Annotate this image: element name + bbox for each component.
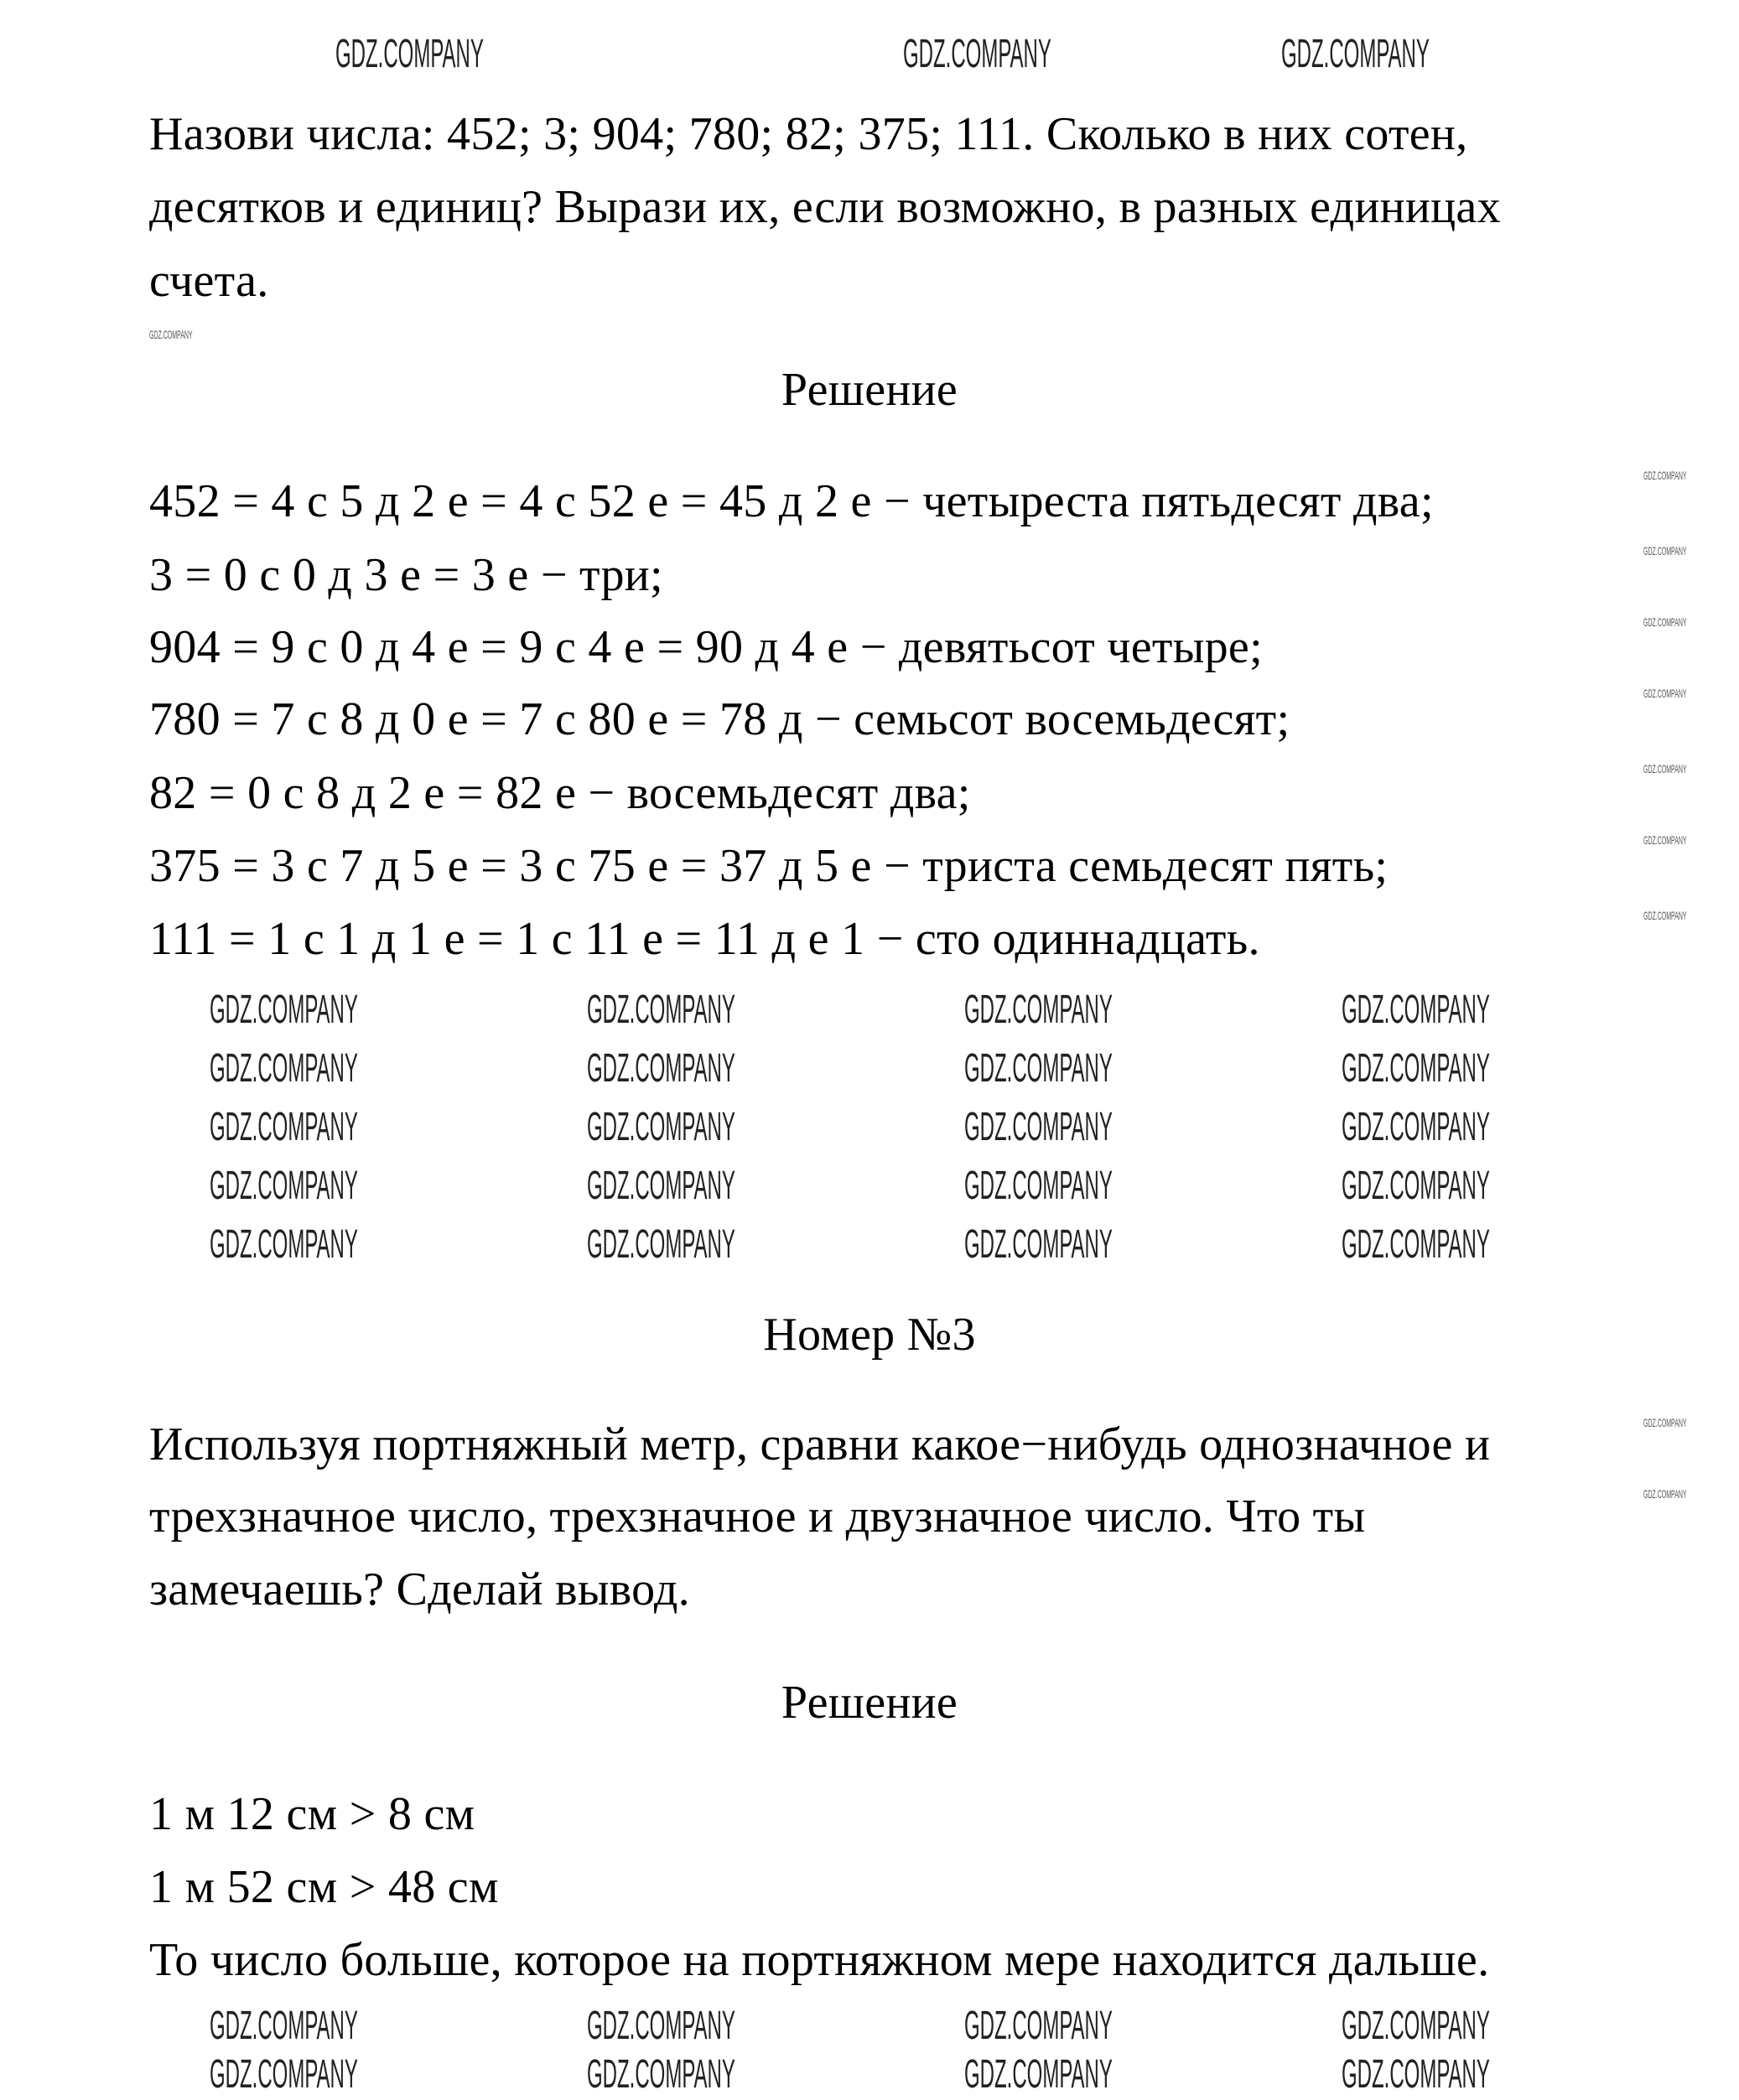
watermark: GDZ.COMPANY	[1281, 32, 1430, 76]
question-line: трехзначное число, трехзначное и двузначное число. Что ты	[149, 1491, 1366, 1543]
watermark: GDZ.COMPANY	[210, 988, 358, 1032]
solution-heading: Решение	[781, 364, 958, 416]
solution-line: 3 = 0 с 0 д 3 е = 3 е − три;	[149, 549, 663, 601]
solution-line: 452 = 4 с 5 д 2 е = 4 с 52 е = 45 д 2 е − четыреста пятьдесят два;	[149, 475, 1434, 527]
watermark: GDZ.COMPANY	[1643, 833, 1687, 847]
watermark: GDZ.COMPANY	[587, 1222, 735, 1267]
watermark: GDZ.COMPANY	[210, 1105, 358, 1149]
solution-line: 904 = 9 с 0 д 4 е = 9 с 4 е = 90 д 4 е − девятьсот четыре;	[149, 621, 1263, 673]
watermark: GDZ.COMPANY	[587, 2004, 735, 2048]
question-line: десятков и единиц? Вырази их, если возможно, в разных единицах	[149, 181, 1501, 233]
watermark: GDZ.COMPANY	[1342, 2004, 1490, 2048]
watermark: GDZ.COMPANY	[1342, 1105, 1490, 1149]
watermark: GDZ.COMPANY	[1643, 615, 1687, 629]
question-line: Назови числа: 452; 3; 904; 780; 82; 375; 111. Сколько в них сотен,	[149, 108, 1468, 160]
watermark: GDZ.COMPANY	[587, 1105, 735, 1149]
watermark: GDZ.COMPANY	[149, 328, 193, 341]
watermark: GDZ.COMPANY	[210, 1222, 358, 1267]
task3-title: Номер №3	[763, 1309, 976, 1361]
watermark: GDZ.COMPANY	[964, 1164, 1113, 1208]
solution-line: 1 м 52 см > 48 см	[149, 1861, 499, 1913]
watermark: GDZ.COMPANY	[1643, 909, 1687, 922]
watermark: GDZ.COMPANY	[964, 1105, 1113, 1149]
question-line: счета.	[149, 255, 269, 307]
watermark: GDZ.COMPANY	[587, 1046, 735, 1091]
watermark: GDZ.COMPANY	[1643, 544, 1687, 557]
solution-heading: Решение	[781, 1677, 958, 1729]
watermark: GDZ.COMPANY	[1643, 1416, 1687, 1429]
watermark: GDZ.COMPANY	[210, 1164, 358, 1208]
watermark: GDZ.COMPANY	[587, 988, 735, 1032]
watermark: GDZ.COMPANY	[964, 1046, 1113, 1091]
solution-line: 375 = 3 с 7 д 5 е = 3 с 75 е = 37 д 5 е − триста семьдесят пять;	[149, 840, 1389, 892]
question-line: замечаешь? Сделай вывод.	[149, 1563, 690, 1615]
watermark: GDZ.COMPANY	[964, 988, 1113, 1032]
watermark: GDZ.COMPANY	[964, 1222, 1113, 1267]
question-line: Используя портняжный метр, сравни какое−нибудь однозначное и	[149, 1418, 1491, 1470]
watermark: GDZ.COMPANY	[1342, 988, 1490, 1032]
solution-line: 111 = 1 с 1 д 1 е = 1 с 11 е = 11 д е 1 − сто одиннадцать.	[149, 913, 1260, 965]
solution-line: 780 = 7 с 8 д 0 е = 7 с 80 е = 78 д − семьсот восемьдесят;	[149, 693, 1290, 745]
watermark: GDZ.COMPANY	[964, 2052, 1113, 2097]
watermark: GDZ.COMPANY	[1342, 1164, 1490, 1208]
watermark: GDZ.COMPANY	[1643, 687, 1687, 700]
watermark: GDZ.COMPANY	[1342, 1222, 1490, 1267]
watermark: GDZ.COMPANY	[903, 32, 1051, 76]
watermark: GDZ.COMPANY	[210, 1046, 358, 1091]
solution-line: 82 = 0 с 8 д 2 е = 82 е − восемьдесят два;	[149, 767, 971, 819]
watermark: GDZ.COMPANY	[1342, 2052, 1490, 2097]
watermark: GDZ.COMPANY	[335, 32, 484, 76]
watermark: GDZ.COMPANY	[1643, 469, 1687, 482]
watermark: GDZ.COMPANY	[587, 2052, 735, 2097]
watermark: GDZ.COMPANY	[1342, 1046, 1490, 1091]
watermark: GDZ.COMPANY	[210, 2052, 358, 2097]
solution-line: 1 м 12 см > 8 см	[149, 1788, 475, 1840]
watermark: GDZ.COMPANY	[587, 1164, 735, 1208]
watermark: GDZ.COMPANY	[1643, 1487, 1687, 1501]
solution-line: То число больше, которое на портняжном мере находится дальше.	[149, 1934, 1490, 1986]
watermark: GDZ.COMPANY	[964, 2004, 1113, 2048]
watermark: GDZ.COMPANY	[1643, 762, 1687, 775]
watermark: GDZ.COMPANY	[210, 2004, 358, 2048]
